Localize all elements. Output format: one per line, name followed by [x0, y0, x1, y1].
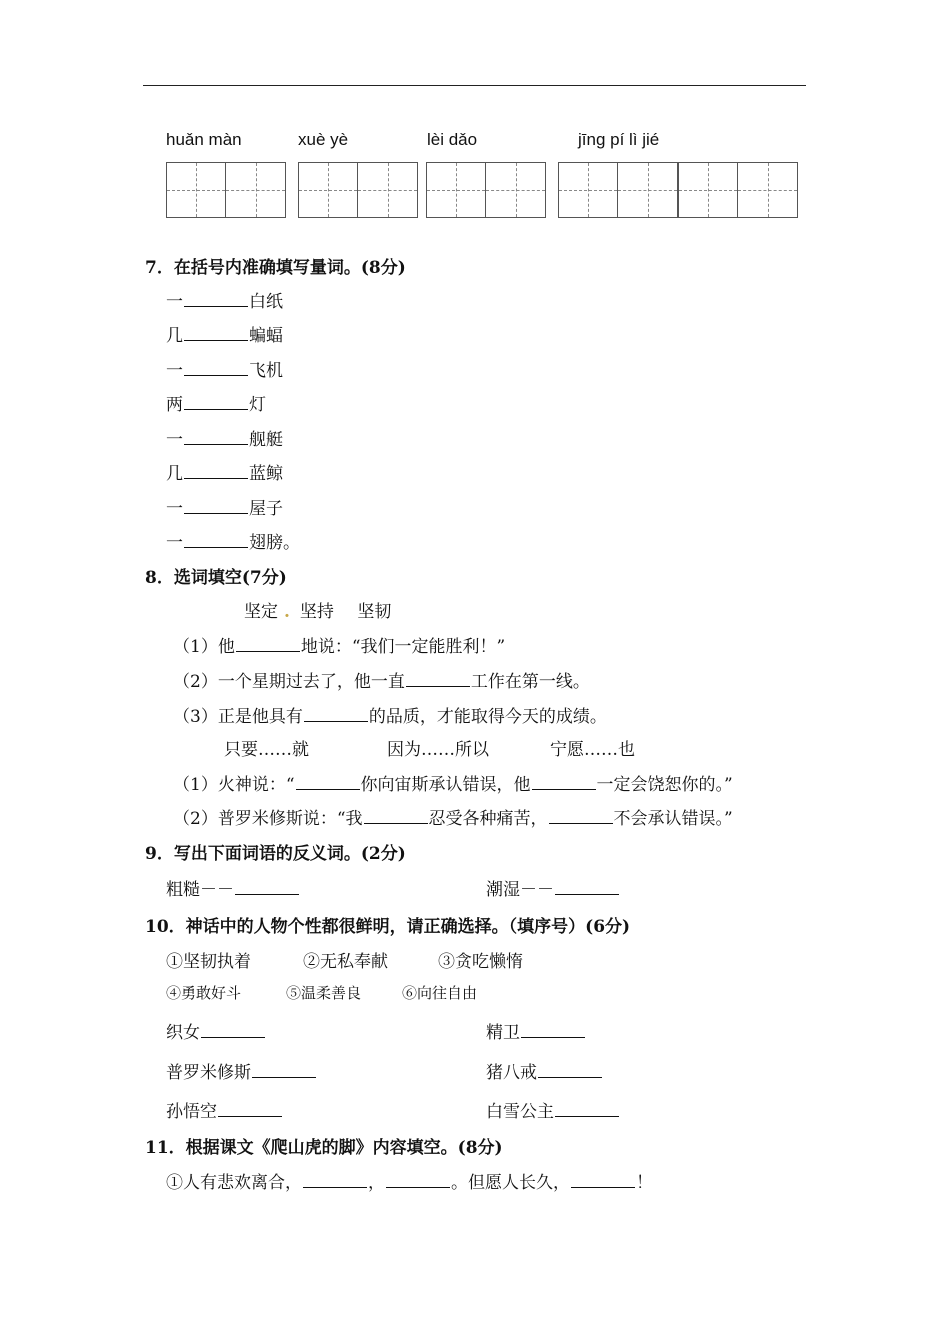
question-9-title: 9．写出下面词语的反义词。(2分)	[145, 844, 406, 864]
answer-blank[interactable]	[549, 822, 613, 824]
q10-item: 孙悟空	[166, 1097, 283, 1122]
answer-blank[interactable]	[218, 1115, 282, 1117]
answer-blank[interactable]	[406, 685, 470, 687]
answer-blank[interactable]	[184, 477, 248, 479]
pinyin-label: xuè yè	[298, 130, 349, 149]
trait-option: ②无私奉献	[303, 952, 388, 972]
answer-blank[interactable]	[303, 1186, 367, 1188]
trait-option: ⑤温柔善良	[286, 984, 362, 1002]
q10-item: 织女	[166, 1018, 266, 1043]
q7-item: 一 飞机	[166, 361, 283, 381]
q8-sentence: （2）一个星期过去了，他一直 工作在第一线。	[173, 672, 590, 692]
answer-blank[interactable]	[236, 650, 300, 652]
q7-item: 几 蝙蝠	[166, 326, 283, 346]
answer-blank[interactable]	[555, 1115, 619, 1117]
q7-item: 一 舰艇	[166, 430, 283, 450]
q7-item: 两 灯	[166, 395, 266, 415]
trait-option: ⑥向往自由	[402, 984, 478, 1002]
header-rule	[143, 85, 806, 86]
q10-item: 猪八戒	[486, 1058, 603, 1083]
q10-item: 白雪公主	[486, 1097, 620, 1122]
trait-option: ④勇敢好斗	[166, 984, 242, 1002]
pinyin-label: lèi dǎo	[427, 130, 478, 149]
q10-item: 精卫	[486, 1018, 586, 1043]
question-10-title: 10．神话中的人物个性都很鲜明，请正确选择。（填序号）(6分)	[145, 917, 631, 937]
answer-blank[interactable]	[386, 1186, 450, 1188]
answer-blank[interactable]	[184, 339, 248, 341]
pinyin-label: jīng pí lì jié	[578, 130, 660, 149]
writing-grid[interactable]	[678, 162, 798, 218]
writing-grid[interactable]	[558, 162, 678, 218]
answer-blank[interactable]	[532, 788, 596, 790]
q9-item: 潮湿－－	[486, 875, 620, 900]
q8-sentence: （1）他 地说：“我们一定能胜利！”	[173, 637, 506, 657]
q7-item: 一 屋子	[166, 499, 283, 519]
word-choices: 坚定 . 坚持 坚韧	[244, 602, 392, 622]
answer-blank[interactable]	[201, 1036, 265, 1038]
q8-sentence: （2）普罗米修斯说：“我 忍受各种痛苦， 不会承认错误。”	[173, 809, 733, 829]
writing-grid[interactable]	[426, 162, 546, 218]
answer-blank[interactable]	[555, 893, 619, 895]
question-11-title: 11．根据课文《爬山虎的脚》内容填空。(8分)	[145, 1138, 503, 1158]
answer-blank[interactable]	[235, 893, 299, 895]
emphasis-dot: .	[284, 602, 290, 622]
writing-grid[interactable]	[298, 162, 418, 218]
writing-grid[interactable]	[166, 162, 286, 218]
answer-blank[interactable]	[364, 822, 428, 824]
answer-blank[interactable]	[252, 1076, 316, 1078]
q7-item: 一 白纸	[166, 292, 283, 312]
answer-blank[interactable]	[184, 408, 248, 410]
answer-blank[interactable]	[184, 374, 248, 376]
answer-blank[interactable]	[296, 788, 360, 790]
conjunction-choice: 宁愿……也	[550, 740, 635, 760]
q9-item: 粗糙－－	[166, 875, 300, 900]
question-8-title: 8．选词填空(7分)	[145, 568, 287, 588]
answer-blank[interactable]	[184, 512, 248, 514]
pinyin-label: huǎn màn	[166, 130, 242, 149]
answer-blank[interactable]	[538, 1076, 602, 1078]
q10-item: 普罗米修斯	[166, 1058, 317, 1083]
answer-blank[interactable]	[521, 1036, 585, 1038]
conjunction-choice: 只要……就	[224, 740, 309, 760]
answer-blank[interactable]	[184, 305, 248, 307]
answer-blank[interactable]	[184, 546, 248, 548]
q8-sentence: （1）火神说：“ 你向宙斯承认错误，他 一定会饶恕你的。”	[173, 775, 733, 795]
question-7-title: 7．在括号内准确填写量词。(8分)	[145, 258, 406, 278]
q8-sentence: （3）正是他具有 的品质，才能取得今天的成绩。	[173, 707, 607, 727]
answer-blank[interactable]	[304, 720, 368, 722]
conjunction-choice: 因为……所以	[387, 740, 489, 760]
q7-item: 几 蓝鲸	[166, 464, 283, 484]
trait-option: ①坚韧执着	[166, 952, 251, 972]
q7-item: 一 翅膀。	[166, 533, 300, 553]
q11-line: ①人有悲欢离合， ， 。但愿人长久， ！	[166, 1173, 653, 1193]
answer-blank[interactable]	[571, 1186, 635, 1188]
trait-option: ③贪吃懒惰	[438, 952, 523, 972]
answer-blank[interactable]	[184, 443, 248, 445]
